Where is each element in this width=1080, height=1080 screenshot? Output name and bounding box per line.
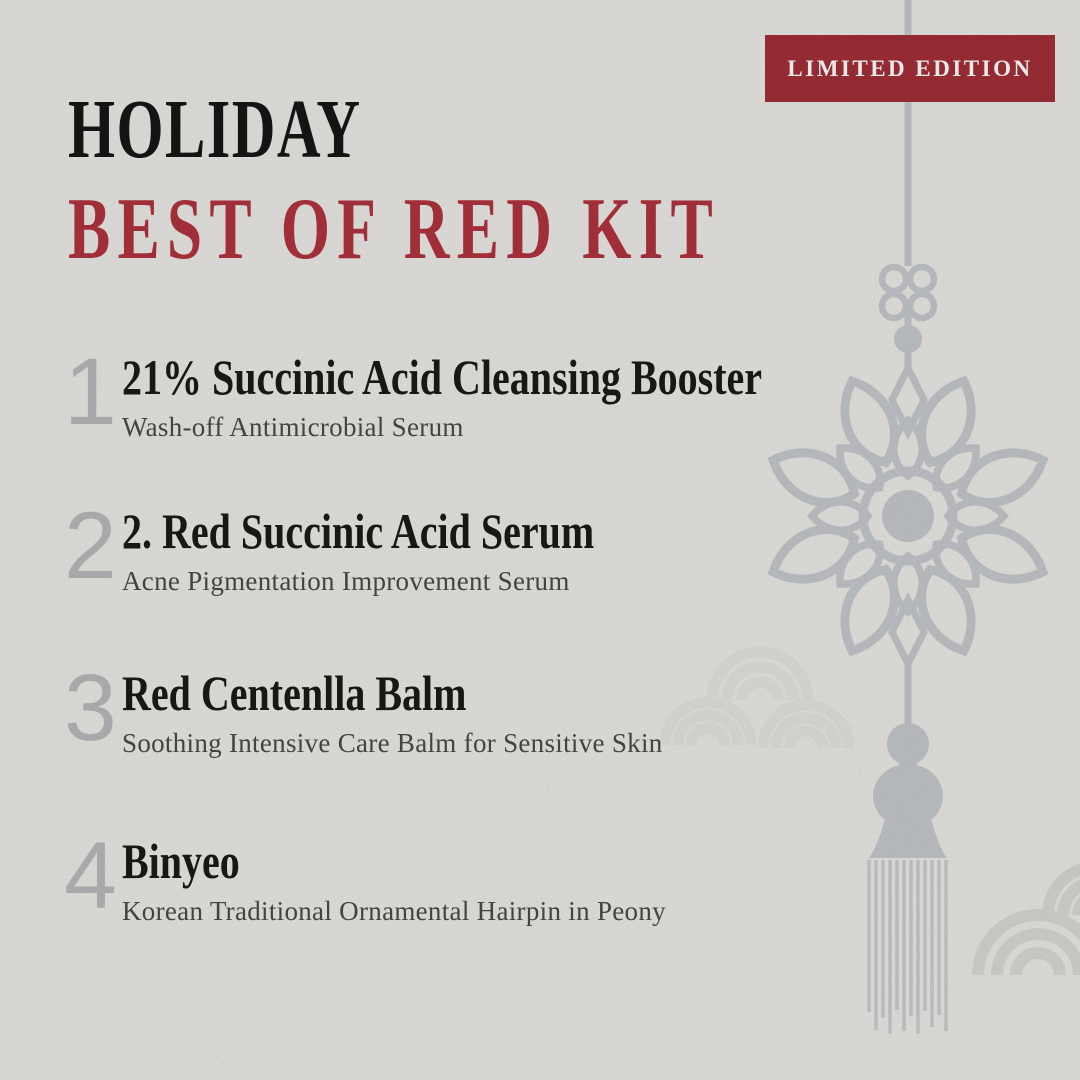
tassel-head xyxy=(869,723,947,858)
item-subtitle: Acne Pigmentation Improvement Serum xyxy=(122,566,570,596)
headline-line1: HOLIDAY xyxy=(68,83,362,176)
cloud-motif-faint xyxy=(665,652,849,748)
limited-edition-label: LIMITED EDITION xyxy=(787,55,1033,81)
cloud-motif xyxy=(978,867,1080,975)
item-number: 2 xyxy=(64,493,117,599)
ornament-bead xyxy=(894,325,922,353)
limited-edition-badge xyxy=(765,35,1055,102)
item-subtitle: Wash-off Antimicrobial Serum xyxy=(122,412,464,442)
page-title xyxy=(68,83,974,278)
item-title: Binyeo xyxy=(122,833,240,889)
tassel-fringe xyxy=(869,860,946,1034)
item-number: 1 xyxy=(64,339,117,445)
ornament-knot xyxy=(882,267,934,318)
item-subtitle: Soothing Intensive Care Balm for Sensitive Skin xyxy=(122,728,663,758)
item-title: 21% Succinic Acid Cleansing Booster xyxy=(122,349,763,405)
item-subtitle: Korean Traditional Ornamental Hairpin in Peony xyxy=(122,896,666,926)
item-number: 4 xyxy=(64,823,117,929)
item-title: 2. Red Succinic Acid Serum xyxy=(122,503,595,559)
list-item-2 xyxy=(64,493,712,599)
list-item-3 xyxy=(64,655,663,761)
headline-line2: BEST OF RED KIT xyxy=(68,181,721,278)
item-number: 3 xyxy=(64,655,117,761)
list-item-1 xyxy=(64,339,922,445)
list-item-4 xyxy=(64,823,666,929)
item-title: Red Centenlla Balm xyxy=(122,665,467,721)
